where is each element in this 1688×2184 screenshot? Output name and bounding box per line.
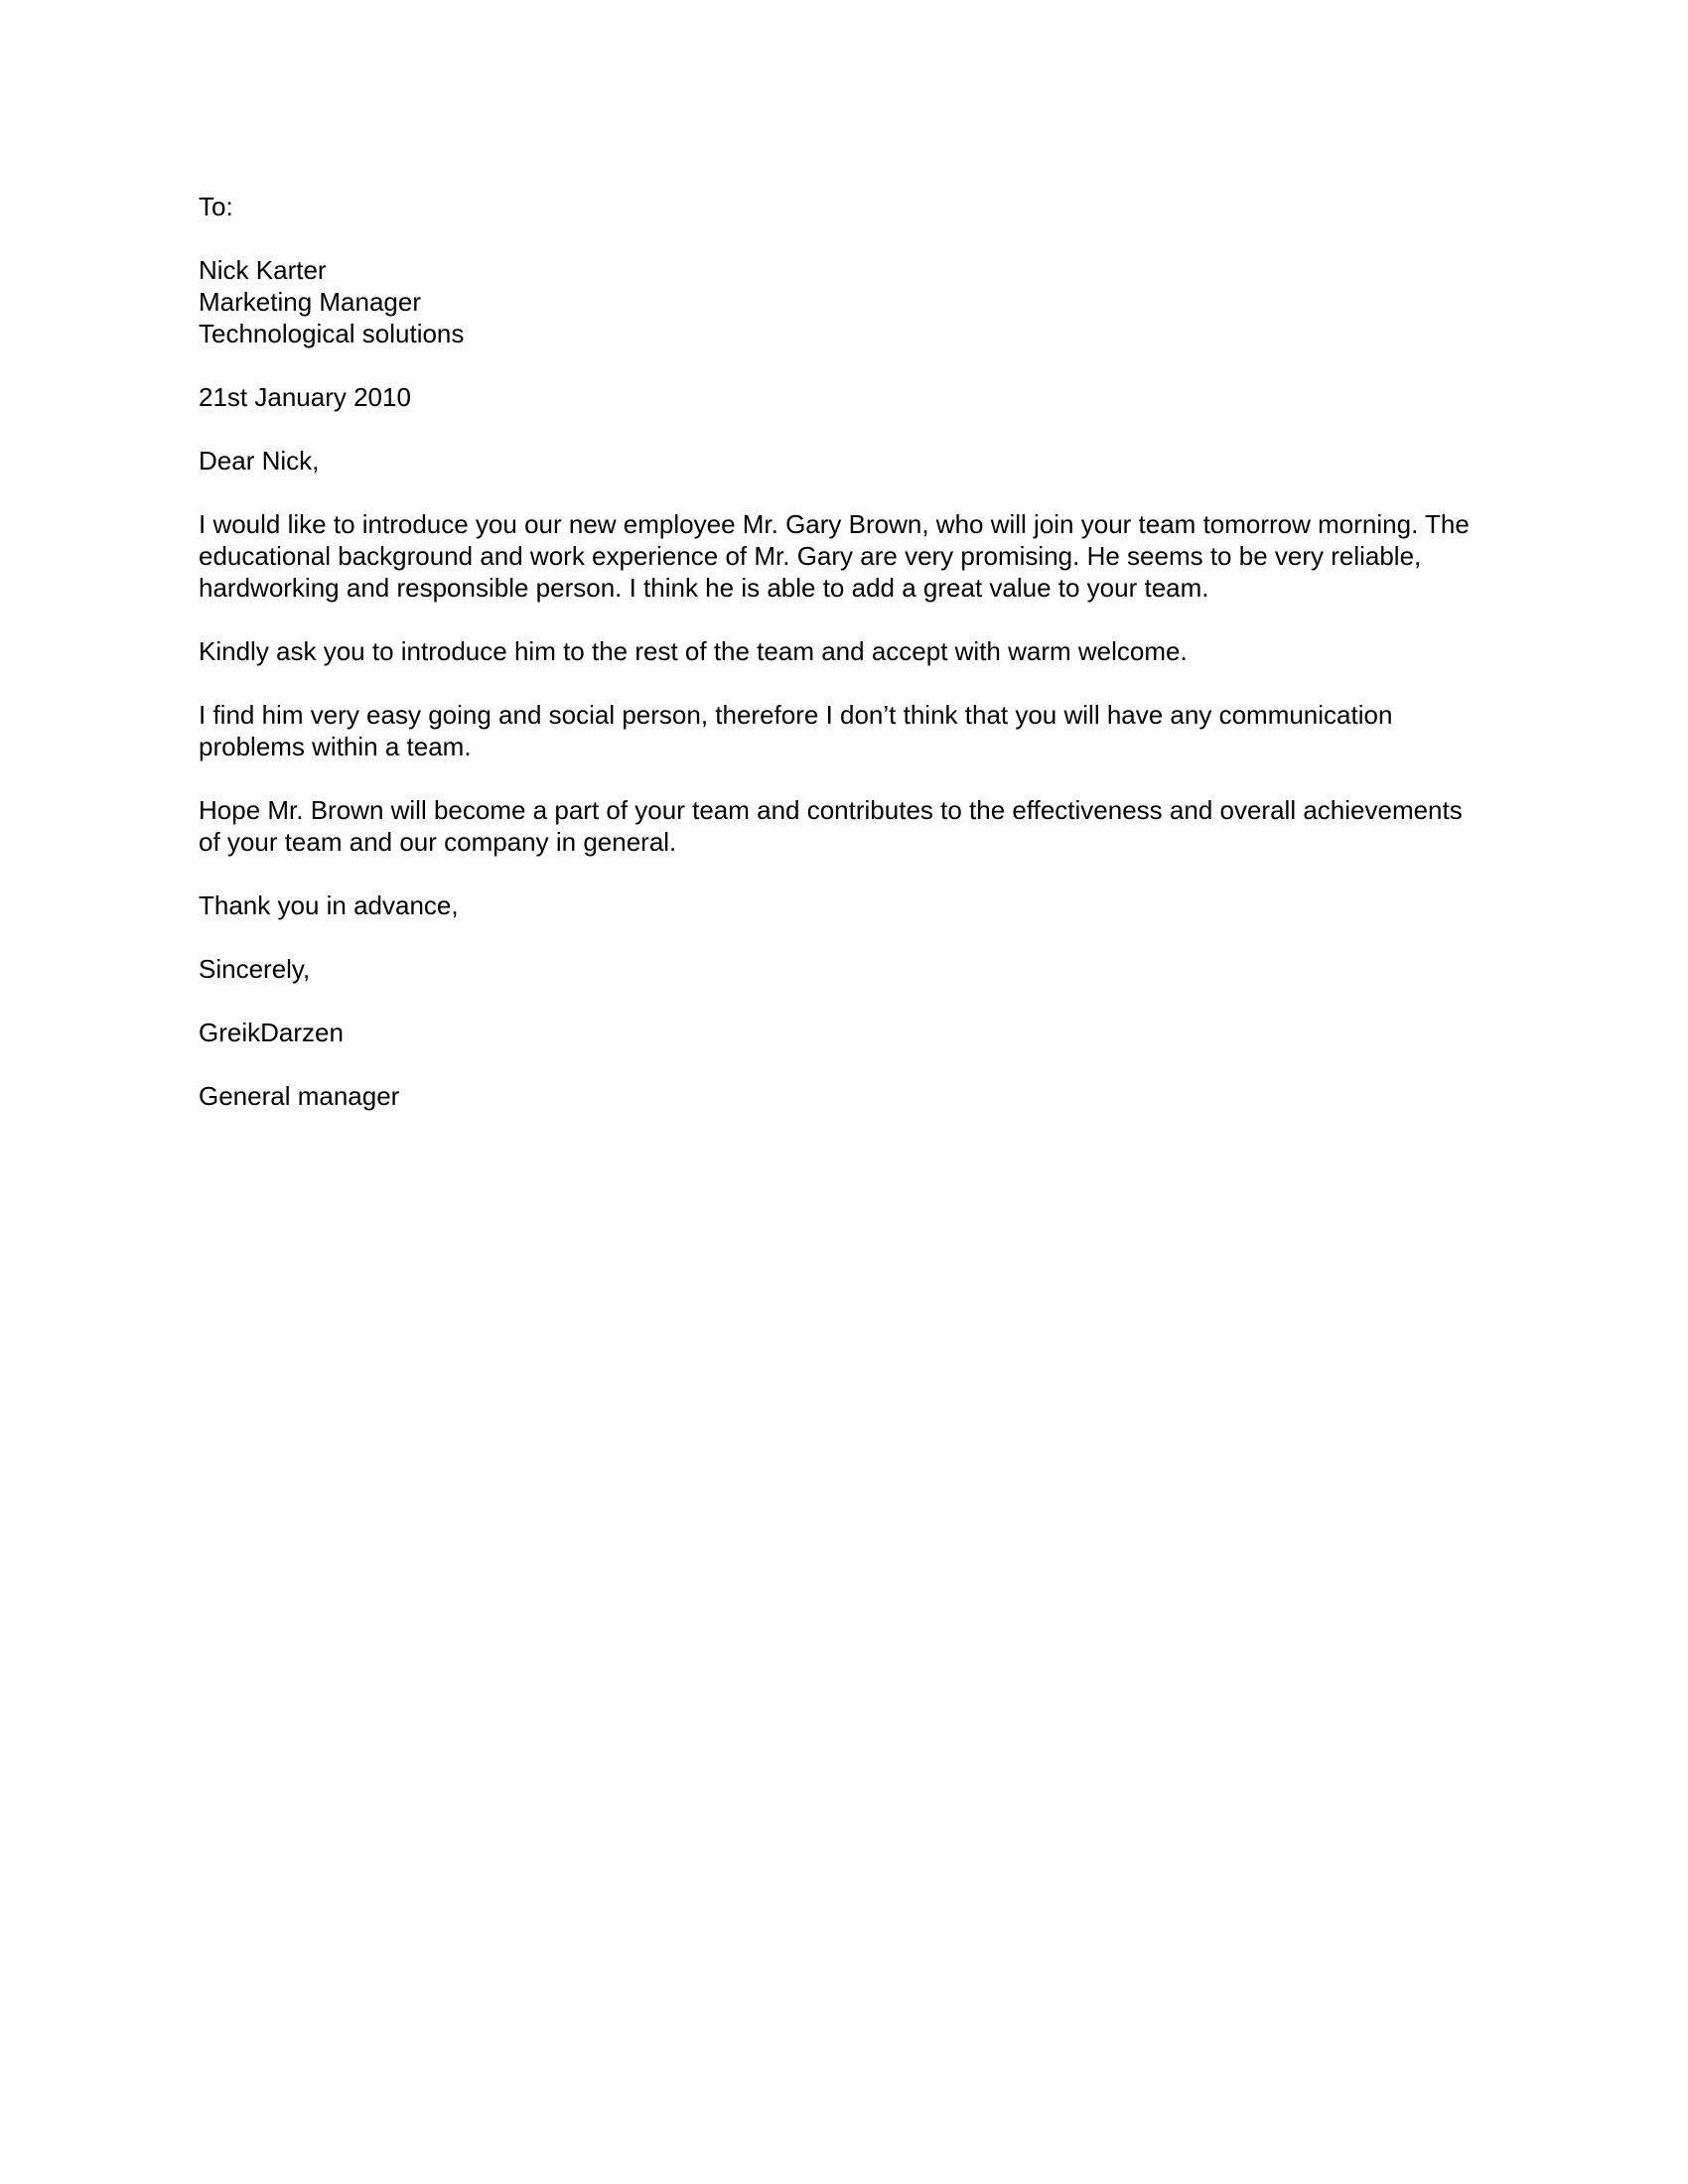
closing-line: Sincerely,	[199, 954, 311, 984]
to-label: To:	[199, 192, 233, 221]
body-paragraph-hope: Hope Mr. Brown will become a part of your team and contributes to the effectiveness and overall achievements of your team and our company in general.	[199, 795, 1463, 857]
recipient-block	[199, 254, 1489, 349]
sender-title: General manager	[199, 1081, 400, 1111]
recipient-name: Nick Karter	[199, 255, 327, 285]
body-paragraph-intro: I would like to introduce you our new employee Mr. Gary Brown, who will join your team tomorrow morning. The educational background and work experience of Mr. Gary are very promising. He seems to be very reliable, hardworking and responsible person. I think he is able to add a great value to your team.	[199, 509, 1470, 603]
sender-name: GreikDarzen	[199, 1018, 344, 1047]
recipient-company: Technological solutions	[199, 319, 465, 348]
letter-date: 21st January 2010	[199, 382, 411, 412]
salutation: Dear Nick,	[199, 446, 320, 476]
thank-you-line: Thank you in advance,	[199, 890, 459, 920]
recipient-title: Marketing Manager	[199, 287, 421, 317]
body-paragraph-request: Kindly ask you to introduce him to the rest of the team and accept with warm welcome.	[199, 636, 1188, 666]
body-paragraph-character: I find him very easy going and social person, therefore I don’t think that you will have any communication problems within a team.	[199, 700, 1393, 761]
